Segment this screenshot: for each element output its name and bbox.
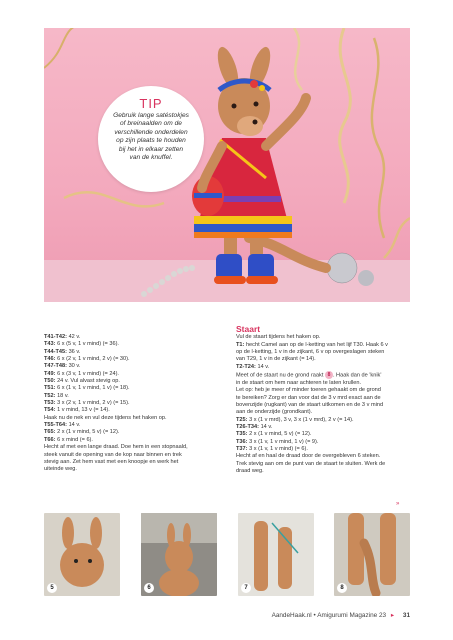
row-label: T43: <box>44 341 56 348</box>
instruction-line <box>236 446 420 453</box>
row-text: bovenzijde (rugkant) van de staart uitkomen en de 3 v mind <box>236 401 384 408</box>
row-text: 1 v mind, 13 v (= 14). <box>55 407 110 414</box>
step-photo-6 <box>141 513 217 596</box>
row-text: Vul de staart tijdens het haken op. <box>236 334 321 341</box>
instruction-line <box>44 371 228 378</box>
instruction-line <box>44 459 228 466</box>
row-label: T37: <box>236 445 248 452</box>
tip-bubble <box>98 86 204 192</box>
instruction-line <box>44 452 228 459</box>
row-text: draad weg. <box>236 468 264 475</box>
row-label: T47-T48: <box>44 363 68 370</box>
row-text: 6 x (2 v, 1 v mind, 2 v) (= 30). <box>55 356 130 363</box>
row-text: 30 v. <box>67 363 81 370</box>
row-text: aan de onderzijde (grondkant). <box>236 409 313 416</box>
instruction-line <box>236 356 420 363</box>
footer-site: AandeHaak.nl <box>271 612 312 619</box>
page-footer <box>0 611 410 619</box>
row-label: T51: <box>44 385 56 392</box>
row-text: Let op: heb je meer of minder toeren gehaakt om de grond <box>236 387 381 394</box>
staart-instructions <box>236 334 420 475</box>
step-number: 8 <box>337 583 347 593</box>
step-number: 7 <box>241 583 251 593</box>
row-text: 3 x (1 v, 1 v mind, 1 v) (= 9). <box>247 438 319 445</box>
instruction-line <box>236 395 420 402</box>
footer-arrow-icon: ▸ <box>390 612 395 619</box>
pattern-left-column <box>44 334 228 474</box>
row-label: T25: <box>236 416 248 423</box>
kangaroo-doll-illustration <box>44 28 410 302</box>
row-text: . Haak dan de 'knik' <box>332 372 382 379</box>
step-photo-8 <box>334 513 410 596</box>
step-photo-5 <box>44 513 120 596</box>
instruction-line <box>44 407 228 414</box>
row-label: T44-T45: <box>44 348 68 355</box>
page-number: 31 <box>402 612 410 619</box>
row-text: 6 x (1 v, 1 v mind, 1 v) (= 18). <box>55 385 130 392</box>
footer-separator: • <box>313 612 316 619</box>
row-label: T2-T24: <box>236 363 256 370</box>
row-text: 24 v. Vul alvast stevig op. <box>55 378 120 385</box>
instruction-line <box>236 371 420 380</box>
instruction-line <box>236 424 420 431</box>
row-text: van T29, 1 v in de zijkant (= 14). <box>236 356 316 363</box>
row-text: 3 x (1 v, 1 v mind) (= 6). <box>247 445 308 452</box>
instruction-line <box>44 341 228 348</box>
row-label: T65: <box>44 429 56 436</box>
instruction-line <box>236 439 420 446</box>
row-text: in de staart om hem naar achteren te laten krullen. <box>236 379 361 386</box>
instruction-line <box>44 429 228 436</box>
row-text: hecht Camel aan op de l-ketting van het lijf T30. Haak 6 v <box>244 341 388 348</box>
photo-reference-badge: 8 <box>325 371 333 379</box>
row-text: 18 v. <box>55 392 69 399</box>
instruction-line <box>44 466 228 473</box>
row-label: T55-T64: <box>44 422 68 429</box>
section-heading-staart: Staart <box>236 324 261 334</box>
instruction-line <box>44 437 228 444</box>
instruction-line <box>236 342 420 349</box>
row-label: T66: <box>44 436 56 443</box>
instruction-line <box>44 400 228 407</box>
instruction-line <box>236 349 420 356</box>
instruction-line <box>236 461 420 468</box>
instruction-line <box>44 415 228 422</box>
tip-title: TIP <box>139 96 163 111</box>
row-label: T35: <box>236 431 248 438</box>
row-label: T54: <box>44 407 56 414</box>
footer-magazine: Amigurumi Magazine 23 <box>317 612 387 619</box>
row-text: stevig aan. Zet hem vast met een knoopje en werk het <box>44 458 179 465</box>
row-text: 14 v. <box>255 363 270 370</box>
row-text: te bereiken? Zorg er dan voor dat de 3 v mrd exact aan de <box>236 394 381 401</box>
instruction-line <box>44 393 228 400</box>
instruction-line <box>236 417 420 424</box>
row-label: T1: <box>236 341 245 348</box>
instruction-line <box>236 387 420 394</box>
row-label: T52: <box>44 392 56 399</box>
instruction-line <box>236 409 420 416</box>
step-number: 6 <box>144 583 154 593</box>
row-label: T26-T34: <box>236 423 260 430</box>
row-label: T36: <box>236 438 248 445</box>
pattern-right-column <box>236 324 420 475</box>
row-label: T50: <box>44 378 56 385</box>
row-text: 6 x (5 v, 1 v mind) (= 36). <box>55 341 119 348</box>
instruction-line <box>236 364 420 371</box>
instruction-line <box>44 444 228 451</box>
instruction-line <box>236 431 420 438</box>
instruction-line <box>236 334 420 341</box>
instruction-line <box>44 334 228 341</box>
row-text: Meet of de staart nu de grond raakt <box>236 372 324 379</box>
row-text: Trek stevig aan om de punt van de staart te sluiten. Werk de <box>236 460 386 467</box>
row-text: 6 x mind (= 6). <box>55 436 93 443</box>
instruction-line <box>44 356 228 363</box>
step-number: 5 <box>47 583 57 593</box>
row-label: T53: <box>44 400 56 407</box>
row-text: 36 v. <box>67 348 81 355</box>
row-text: 2 x (1 v mind, 5 v) (= 12). <box>55 429 120 436</box>
step-photo-7 <box>238 513 314 596</box>
instruction-line <box>44 363 228 370</box>
instruction-line <box>236 453 420 460</box>
instruction-line <box>236 380 420 387</box>
instruction-line <box>44 385 228 392</box>
tip-text: Gebruik lange satéstokjes of breinaalden om de verschillende onderdelen op zijn plaats te houden bij het in elkaar zetten van de knuffel. <box>113 112 189 162</box>
row-text: 14 v. <box>259 423 273 430</box>
instruction-line <box>236 468 420 475</box>
instruction-line <box>44 422 228 429</box>
instruction-line <box>44 349 228 356</box>
instruction-line <box>44 378 228 385</box>
row-text: Hecht af en haal de draad door de overgebleven 6 steken. <box>236 453 381 460</box>
instruction-line <box>236 402 420 409</box>
row-text: 14 v. <box>67 422 81 429</box>
hero-photo <box>44 28 410 302</box>
row-text: steek vanuit de opening van de kop naar binnen en trek <box>44 451 182 458</box>
row-text: 42 v. <box>67 334 81 340</box>
row-text: uiteinde weg. <box>44 466 77 473</box>
row-text: Haak nu de nek en vul deze tijdens het haken op. <box>44 414 167 421</box>
row-text: 6 x (3 v, 1 v mind) (= 24). <box>55 370 119 377</box>
row-label: T49: <box>44 370 56 377</box>
row-text: Hecht af met een lange draad. Doe hem in een stopnaald, <box>44 444 188 451</box>
row-label: T46: <box>44 356 56 363</box>
row-text: 3 x (2 v, 1 v mind, 2 v) (= 15). <box>55 400 130 407</box>
row-text: op de l-ketting, 1 v in de zijkant, 6 v op overgeslagen steken <box>236 349 385 356</box>
row-text: 3 x (1 v mrd), 3 v, 3 x (1 v mrd), 2 v (= 14). <box>247 416 354 423</box>
continue-arrow: » <box>396 501 400 507</box>
row-label: T41-T42: <box>44 334 68 340</box>
row-text: 2 x (1 v mind, 5 v) (= 12). <box>247 431 312 438</box>
